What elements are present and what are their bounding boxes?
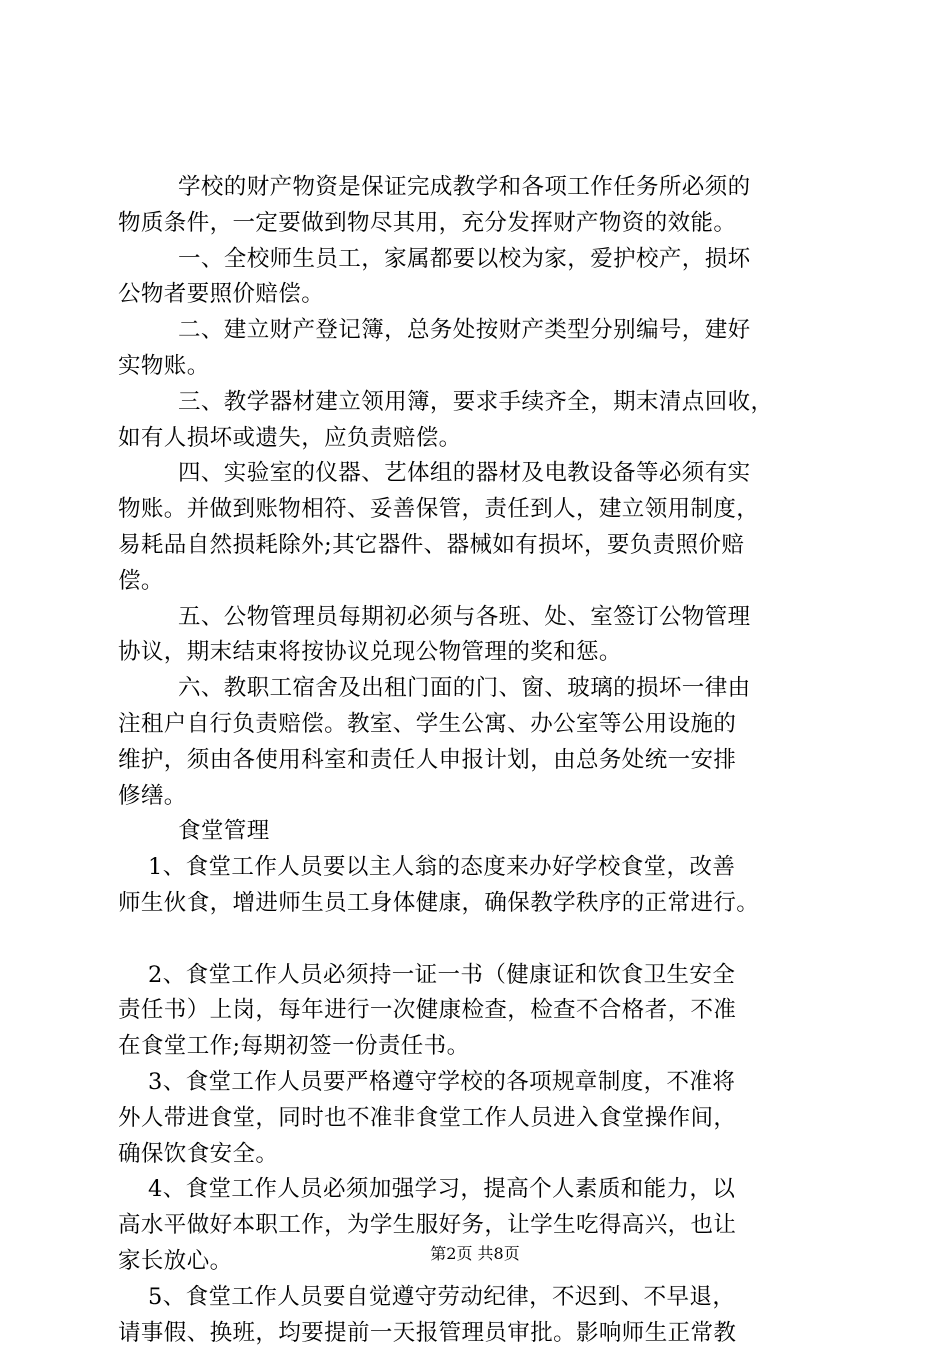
text-line: 物质条件，一定要做到物尽其用，充分发挥财产物资的效能。 [118,206,838,242]
text-line: 5、食堂工作人员要自觉遵守劳动纪律，不迟到、不早退， [118,1280,838,1316]
text-line: 实物账。 [118,349,838,385]
text-line: 协议，期末结束将按协议兑现公物管理的奖和惩。 [118,635,838,671]
text-line: 六、教职工宿舍及出租门面的门、窗、玻璃的损坏一律由 [118,671,838,707]
text-line: 请事假、换班，均要提前一天报管理员审批。影响师生正常教 [118,1316,838,1351]
text-line: 公物者要照价赔偿。 [118,277,838,313]
text-line: 如有人损坏或遗失，应负责赔偿。 [118,421,838,457]
text-line: 家长放心。 [118,1244,838,1280]
document-body [118,170,838,1351]
text-line: 注租户自行负责赔偿。教室、学生公寓、办公室等公用设施的 [118,707,838,743]
page-number-label: 第2页 共8页 [430,1244,519,1263]
blank-line [118,922,838,958]
text-line: 3、食堂工作人员要严格遵守学校的各项规章制度，不准将 [118,1065,838,1101]
text-line: 偿。 [118,564,838,600]
text-line: 三、教学器材建立领用簿，要求手续齐全，期末清点回收， [118,385,838,421]
text-line: 二、建立财产登记簿，总务处按财产类型分别编号，建好 [118,313,838,349]
text-line: 学校的财产物资是保证完成教学和各项工作任务所必须的 [118,170,838,206]
text-line: 四、实验室的仪器、艺体组的器材及电教设备等必须有实 [118,456,838,492]
page-footer [0,1244,950,1264]
text-line: 在食堂工作;每期初签一份责任书。 [118,1029,838,1065]
text-line: 高水平做好本职工作，为学生服好务，让学生吃得高兴，也让 [118,1208,838,1244]
text-line: 维护，须由各使用科室和责任人申报计划，由总务处统一安排 [118,743,838,779]
text-line: 2、食堂工作人员必须持一证一书（健康证和饮食卫生安全 [118,958,838,994]
text-line: 外人带进食堂，同时也不准非食堂工作人员进入食堂操作间， [118,1101,838,1137]
text-line: 确保饮食安全。 [118,1137,838,1173]
text-line: 物账。并做到账物相符、妥善保管，责任到人，建立领用制度， [118,492,838,528]
text-line: 修缮。 [118,779,838,815]
text-line: 一、全校师生员工，家属都要以校为家，爱护校产，损坏 [118,242,838,278]
text-line: 食堂管理 [118,814,838,850]
text-line: 责任书）上岗，每年进行一次健康检查，检查不合格者，不准 [118,993,838,1029]
text-line: 1、食堂工作人员要以主人翁的态度来办好学校食堂，改善 [118,850,838,886]
text-line: 易耗品自然损耗除外;其它器件、器械如有损坏，要负责照价赔 [118,528,838,564]
text-line: 4、食堂工作人员必须加强学习，提高个人素质和能力，以 [118,1172,838,1208]
text-line: 师生伙食，增进师生员工身体健康，确保教学秩序的正常进行。 [118,886,838,922]
text-line: 五、公物管理员每期初必须与各班、处、室签订公物管理 [118,600,838,636]
